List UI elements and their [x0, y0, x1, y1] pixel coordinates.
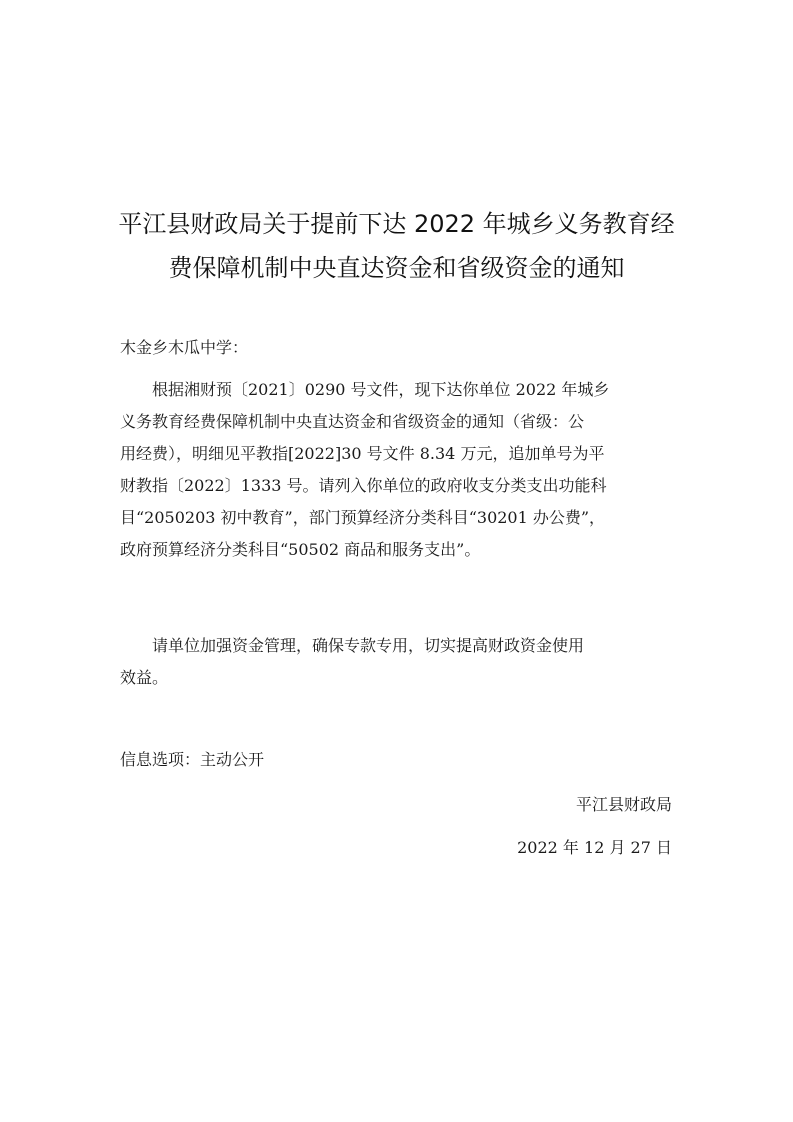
paragraph-main-line: 根据湘财预〔2021〕0290 号文件，现下达你单位 2022 年城乡 — [152, 380, 610, 399]
paragraph-request-line: 请单位加强资金管理，确保专款专用，切实提高财政资金使用 — [152, 636, 585, 655]
signature-date: 2022 年 12 月 27 日 — [517, 838, 672, 857]
paragraph-main — [120, 374, 680, 566]
signature-organization: 平江县财政局 — [575, 795, 672, 814]
title-line-1: 平江县财政局关于提前下达 2022 年城乡义务教育经 — [118, 210, 675, 238]
paragraph-request — [120, 630, 680, 694]
paragraph-main-line: 义务教育经费保障机制中央直达资金和省级资金的通知（省级：公 — [120, 412, 585, 431]
paragraph-main-line: 用经费），明细见平教指[2022]30 号文件 8.34 万元，追加单号为平 — [120, 444, 605, 463]
paragraph-request-line: 效益。 — [120, 668, 169, 687]
paragraph-main-line: 财教指〔2022〕1333 号。请列入你单位的政府收支分类支出功能科 — [120, 476, 607, 495]
paragraph-main-line: 目“2050203 初中教育”，部门预算经济分类科目“30201 办公费”， — [120, 508, 606, 527]
document-title — [100, 202, 693, 290]
info-option: 信息选项：主动公开 — [120, 750, 265, 769]
title-line-2: 费保障机制中央直达资金和省级资金的通知 — [168, 254, 625, 282]
paragraph-main-line: 政府预算经济分类科目“50502 商品和服务支出”。 — [120, 540, 481, 559]
recipient-line: 木金乡木瓜中学： — [120, 338, 249, 357]
